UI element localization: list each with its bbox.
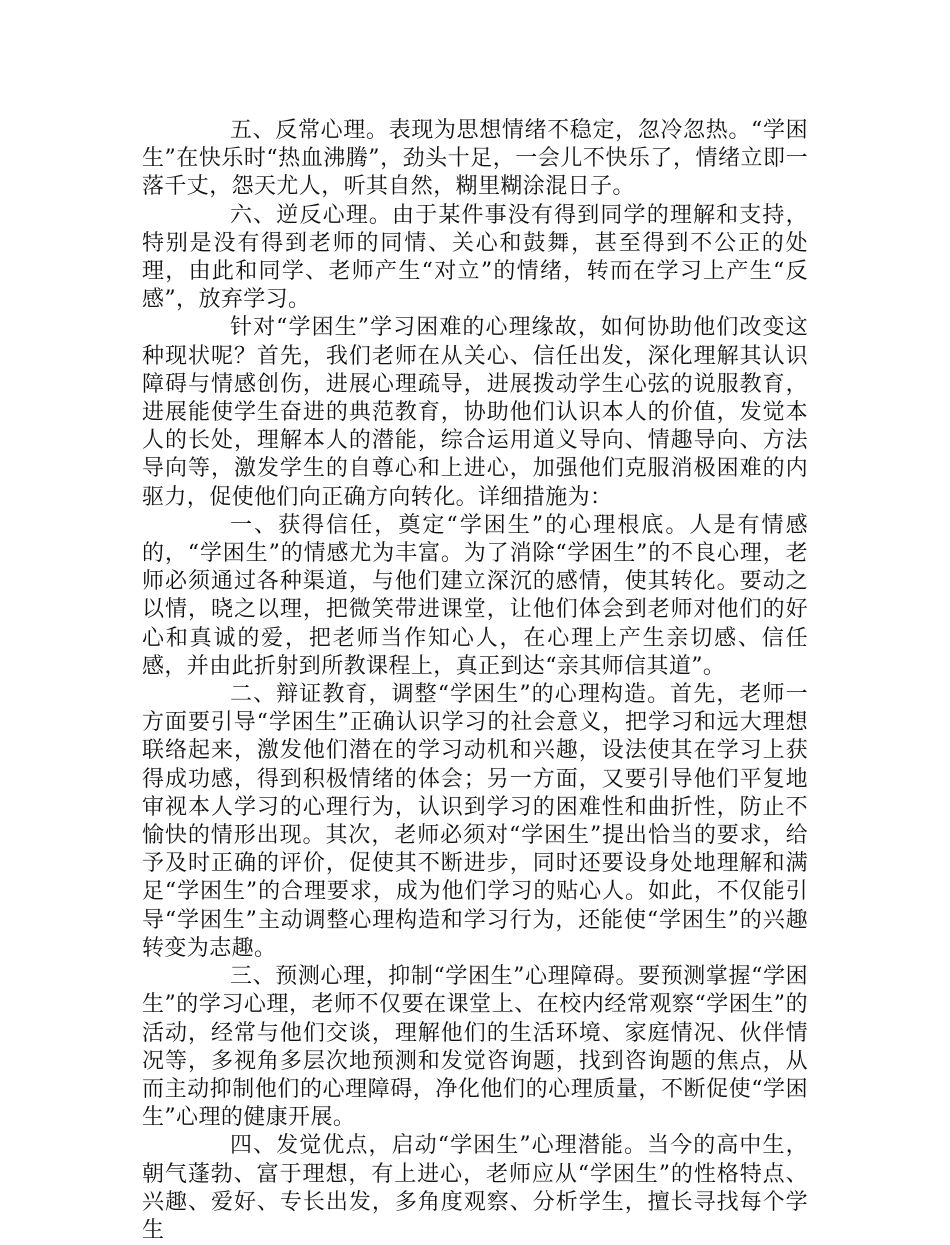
paragraph-intervention-overview: 针对“学困生”学习困难的心理缘故，如何协助他们改变这种现状呢？首先，我们老师在从关心、信任出发，深化理解其认识障碍与情感创伤，进展心理疏导，进展拨动学生心弦的说服教育，进展能使学生奋进的典范教育，协助他们认识本人的价值，发觉本人的长处，理解本人的潜能，综合运用道义导向、情趣导向、方法导向等，激发学生的自尊心和上进心，加强他们克服消极困难的内驱力，促使他们向正确方向转化。详细措施为： — [142, 315, 808, 510]
paragraph-rebellious-psychology: 六、逆反心理。由于某件事没有得到同学的理解和支持，特别是没有得到老师的同情、关心和鼓舞，甚至得到不公正的处理，由此和同学、老师产生“对立”的情绪，转而在学习上产生“反感”，放弃学习。 — [142, 202, 808, 313]
paragraph-measure-trust: 一、获得信任，奠定“学困生”的心理根底。人是有情感的，“学困生”的情感尤为丰富。为了消除“学困生”的不良心理，老师必须通过各种渠道，与他们建立深沉的感情，使其转化。要动之以情，晓之以理，把微笑带进课堂，让他们体会到老师对他们的好心和真诚的爱，把老师当作知心人，在心理上产生亲切感、信任感，并由此折射到所教课程上，真正到达“亲其师信其道”。 — [142, 512, 808, 679]
paragraph-measure-strengths: 四、发觉优点，启动“学困生”心理潜能。当今的高中生，朝气蓬勃、富于理想，有上进心，老师应从“学困生”的性格特点、兴趣、爱好、专长出发，多角度观察、分析学生，擅长寻找每个学生 — [142, 1133, 808, 1243]
document-body — [142, 117, 808, 1245]
paragraph-abnormal-psychology: 五、反常心理。表现为思想情绪不稳定，忽冷忽热。“学困生”在快乐时“热血沸腾”，劲头十足，一会儿不快乐了，情绪立即一落千丈，怨天尤人，听其自然，糊里糊涂混日子。 — [142, 118, 808, 200]
paragraph-measure-prediction: 三、预测心理，抑制“学困生”心理障碍。要预测掌握“学困生”的学习心理，老师不仅要在课堂上、在校内经常观察“学困生”的活动，经常与他们交谈，理解他们的生活环境、家庭情况、伙伴情况等，多视角多层次地预测和发觉咨询题，找到咨询题的焦点，从而主动抑制他们的心理障碍，净化他们的心理质量，不断促使“学困生”心理的健康开展。 — [142, 964, 808, 1131]
paragraph-measure-dialectical-education: 二、辩证教育，调整“学困生”的心理构造。首先，老师一方面要引导“学困生”正确认识学习的社会意义，把学习和远大理想联络起来，激发他们潜在的学习动机和兴趣，设法使其在学习上获得成功感，得到积极情绪的体会；另一方面，又要引导他们平复地审视本人学习的心理行为，认识到学习的困难性和曲折性，防止不愉快的情形出现。其次，老师必须对“学困生”提出恰当的要求，给予及时正确的评价，促使其不断进步，同时还要设身处地理解和满足“学困生”的合理要求，成为他们学习的贴心人。如此，不仅能引导“学困生”主动调整心理构造和学习行为，还能使“学困生”的兴趣转变为志趣。 — [142, 682, 808, 961]
